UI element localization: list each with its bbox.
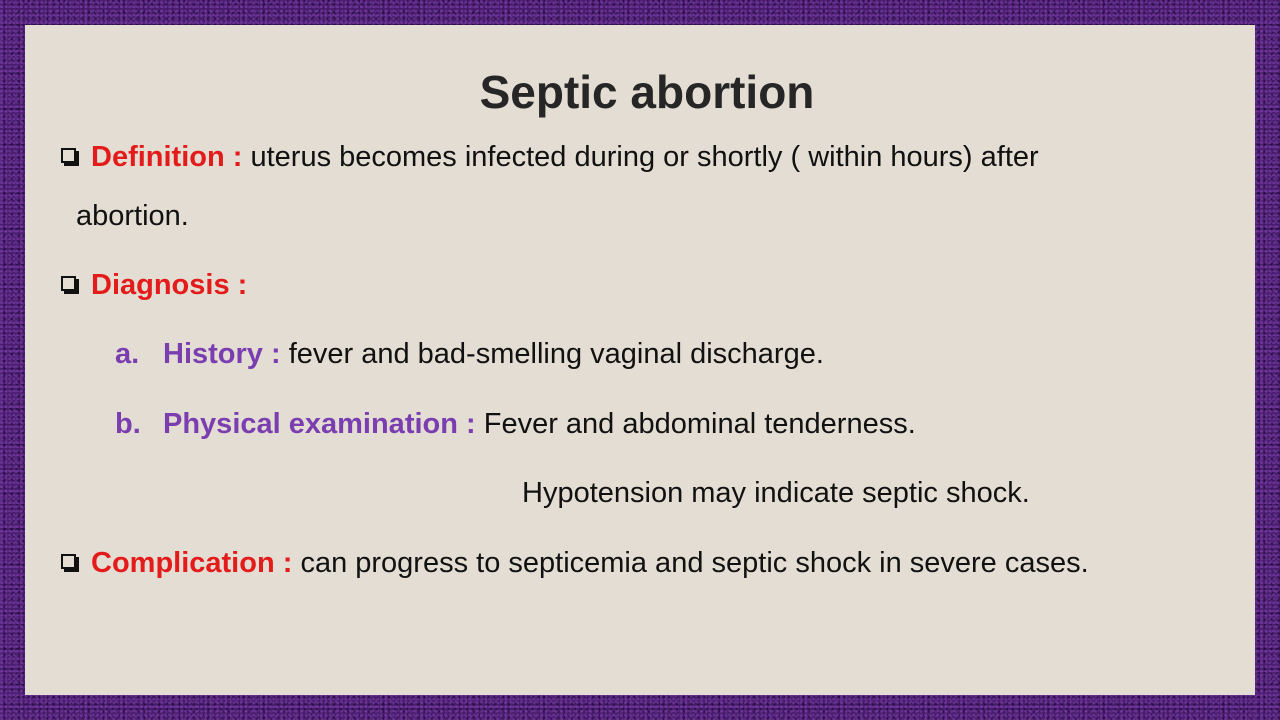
checkbox-bullet-icon (61, 276, 76, 291)
history-item (115, 340, 824, 369)
history-text: fever and bad-smelling vaginal discharge. (280, 338, 824, 370)
physical-examination-continuation: Hypotension may indicate septic shock. (522, 477, 1030, 509)
definition-continuation: abortion. (76, 200, 189, 232)
complication-line (61, 549, 1089, 578)
physical-examination-marker: b. (115, 408, 141, 440)
slide (25, 25, 1255, 695)
definition-line (61, 143, 1039, 172)
definition-text: uterus becomes infected during or shortly ( within hours) after (242, 141, 1039, 173)
history-marker: a. (115, 338, 140, 370)
checkbox-bullet-icon (61, 148, 76, 163)
history-label: History : (163, 338, 281, 370)
complication-label: Complication : (91, 547, 293, 579)
physical-examination-label: Physical examination : (163, 408, 476, 440)
physical-examination-item (115, 410, 916, 439)
diagnosis-label: Diagnosis : (91, 269, 248, 301)
definition-label: Definition : (91, 141, 243, 173)
diagnosis-line (61, 271, 247, 300)
checkbox-bullet-icon (61, 554, 76, 569)
slide-title: Septic abortion (479, 66, 815, 118)
complication-text: can progress to septicemia and septic shock in severe cases. (292, 547, 1089, 579)
physical-examination-text: Fever and abdominal tenderness. (475, 408, 916, 440)
